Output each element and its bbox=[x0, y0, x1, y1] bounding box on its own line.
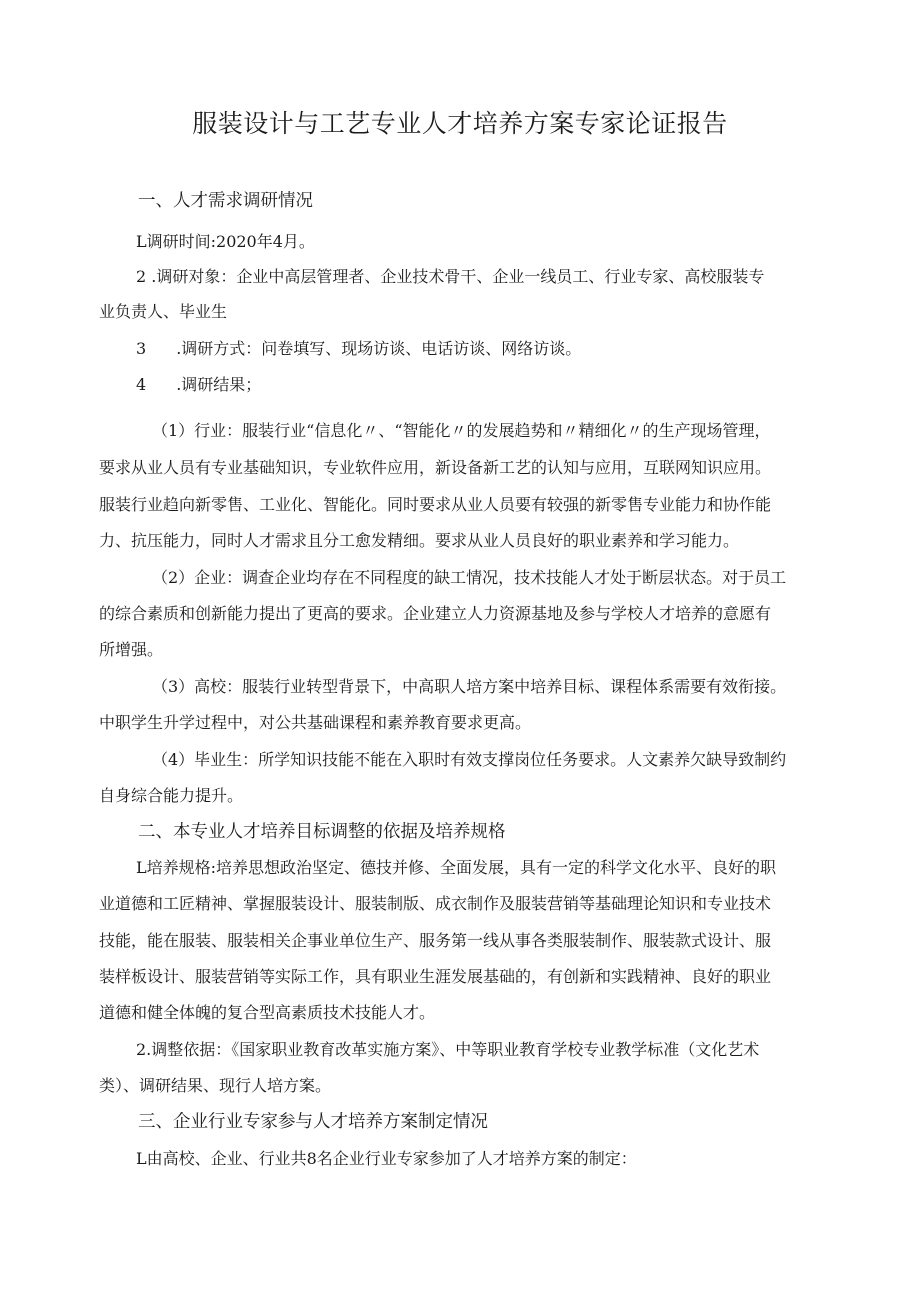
adjustment-basis-line: 类）、调研结果、现行人培方案。 bbox=[99, 1076, 332, 1095]
section-1-heading: 一、人才需求调研情况 bbox=[138, 191, 313, 211]
training-spec-line: L培养规格:培养思想政治坚定、德技并修、全面发展，具有一定的科学文化水平、良好的职 bbox=[136, 858, 777, 877]
industry-para-line: 力、抗压能力，同时人才需求且分工愈发精细。要求从业人员良好的职业素养和学习能力。 bbox=[99, 531, 740, 550]
survey-results bbox=[136, 372, 261, 395]
industry-para-line: （1）行业：服装行业“信息化〃、“智能化〃的发展趋势和〃精细化〃的生产现场管理， bbox=[152, 421, 771, 440]
survey-methods-text: .调研方式：问卷填写、现场访谈、电话访谈、网络访谈。 bbox=[176, 339, 582, 358]
graduate-para-line: （4）毕业生：所学知识技能不能在入职时有效支撑岗位任务要求。人文素养欠缺导致制约 bbox=[152, 750, 787, 769]
enterprise-para-line: 所增强。 bbox=[99, 640, 164, 659]
enterprise-para-line: 的综合素质和创新能力提出了更高的要求。企业建立人力资源基地及参与学校人才培养的意愿有 bbox=[99, 604, 772, 623]
adjustment-basis-line: 2.调整依据：《国家职业教育改革实施方案》、中等职业教育学校专业教学标准（文化艺术 bbox=[136, 1040, 760, 1059]
training-spec-line: 业道德和工匠精神、掌握服装设计、服装制版、成衣制作及服装营销等基础理论知识和专业技术 bbox=[99, 894, 772, 913]
page-title: 服装设计与工艺专业人才培养方案专家论证报告 bbox=[192, 109, 728, 138]
survey-methods bbox=[136, 336, 581, 359]
section-3-heading: 三、企业行业专家参与人才培养方案制定情况 bbox=[138, 1112, 488, 1132]
experts-participation: L由高校、企业、行业共8名企业行业专家参加了人才培养方案的制定： bbox=[136, 1149, 637, 1168]
item-number: 3 bbox=[136, 339, 147, 358]
training-spec-line: 技能，能在服装、服装相关企事业单位生产、服务第一线从事各类服装制作、服装款式设计、服 bbox=[99, 931, 772, 950]
survey-subjects-line-2: 业负责人、毕业生 bbox=[99, 302, 228, 321]
survey-time: L调研时间:2020年4月。 bbox=[136, 232, 315, 251]
enterprise-para-line: （2）企业：调查企业均存在不同程度的缺工情况，技术技能人才处于断层状态。对于员工 bbox=[152, 568, 787, 587]
survey-subjects-line-1: 2 .调研对象：企业中高层管理者、企业技术骨干、企业一线员工、行业专家、高校服装专 bbox=[136, 267, 765, 286]
training-spec-line: 道德和健全体魄的复合型高素质技术技能人才。 bbox=[99, 1003, 436, 1022]
university-para-line: （3）高校：服装行业转型背景下，中高职人培方案中培养目标、课程体系需要有效衔接。 bbox=[152, 677, 787, 696]
industry-para-line: 要求从业人员有专业基础知识，专业软件应用，新设备新工艺的认知与应用，互联网知识应用。 bbox=[99, 458, 772, 477]
survey-results-text: .调研结果； bbox=[176, 375, 262, 394]
graduate-para-line: 自身综合能力提升。 bbox=[99, 786, 244, 805]
section-2-heading: 二、本专业人才培养目标调整的依据及培养规格 bbox=[138, 822, 506, 842]
item-number: 4 bbox=[136, 375, 147, 394]
training-spec-line: 装样板设计、服装营销等实际工作，具有职业生涯发展基础的，有创新和实践精神、良好的职业 bbox=[99, 967, 772, 986]
industry-para-line: 服装行业趋向新零售、工业化、智能化。同时要求从业人员要有较强的新零售专业能力和协作能 bbox=[99, 495, 772, 514]
university-para-line: 中职学生升学过程中，对公共基础课程和素养教育要求更高。 bbox=[99, 713, 532, 732]
